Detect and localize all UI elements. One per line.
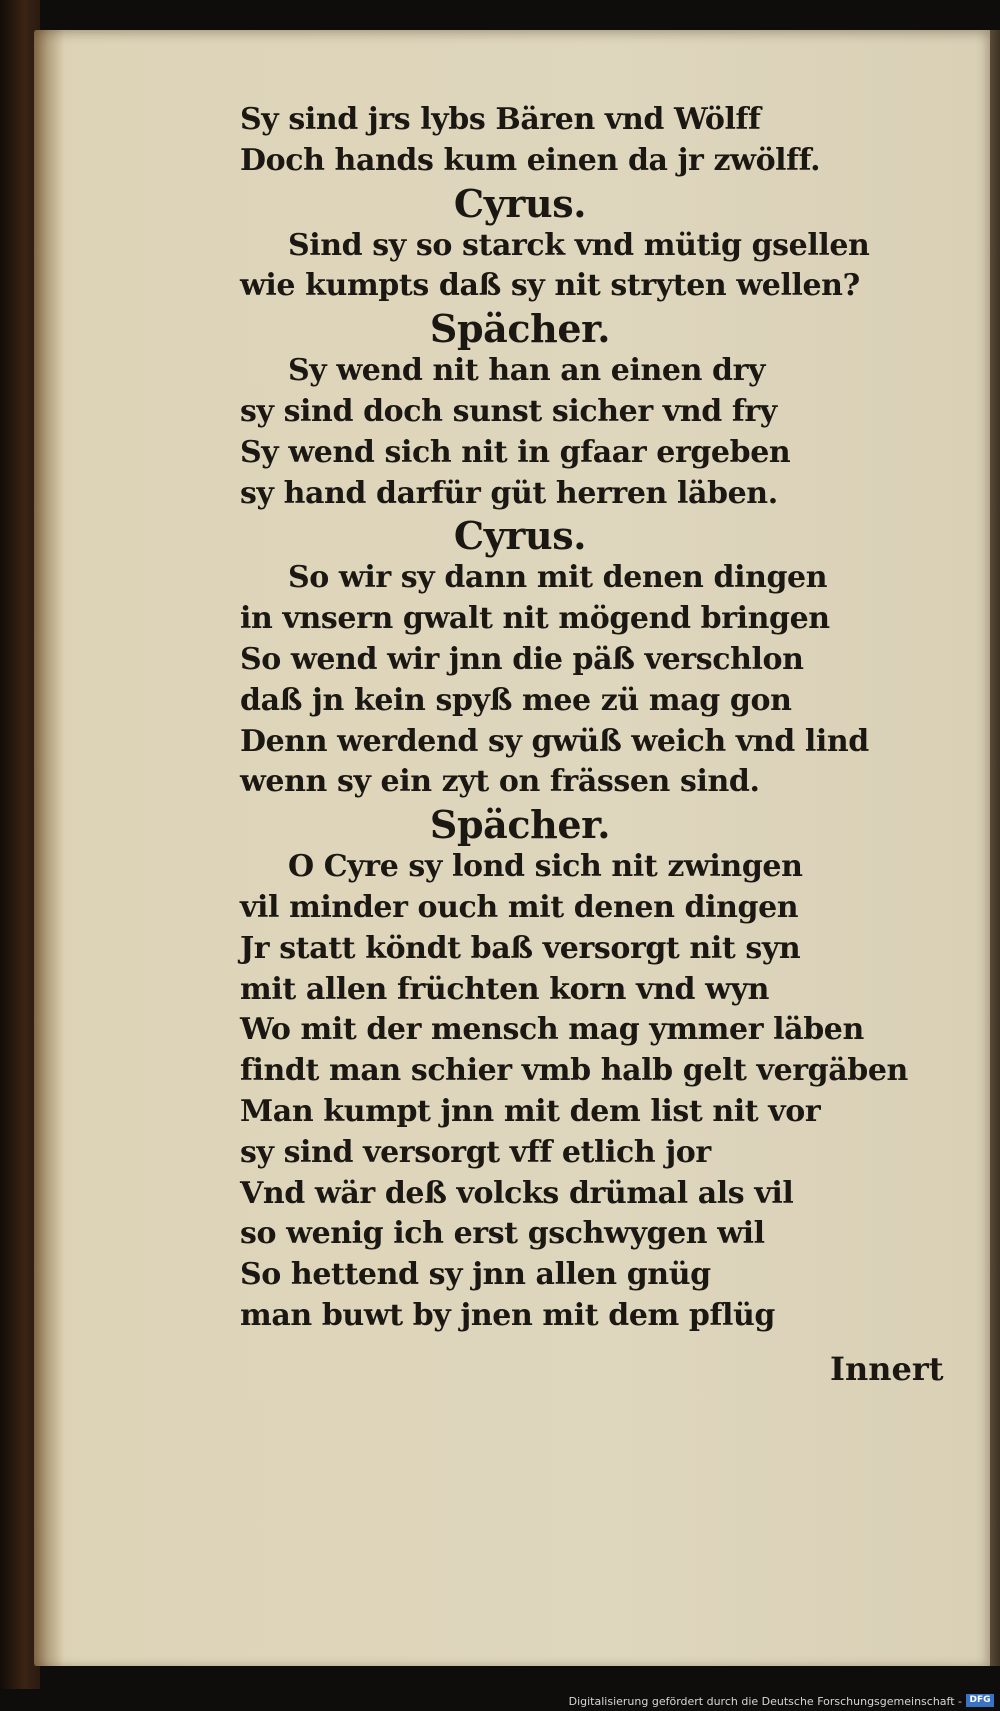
- verse-line: Vnd wär deß volcks drümal als vil: [240, 1175, 794, 1211]
- verse-line: Sy sind jrs lybs Bären vnd Wölff: [240, 102, 761, 137]
- verse-line: So wend wir jnn die päß verschlon: [240, 641, 804, 677]
- gutter-shadow: [34, 30, 64, 1666]
- verse-line: Jr statt köndt baß versorgt nit syn: [240, 930, 801, 966]
- speaker-heading: Spächer.: [429, 306, 611, 352]
- verse-line: Sy wend sich nit in gfaar ergeben: [240, 434, 791, 470]
- verse-text: [240, 100, 920, 1337]
- verse-line: Sy wend nit han an einen dry: [288, 353, 766, 389]
- verse-line: daß jn kein spyß mee zü mag gon: [240, 682, 792, 718]
- verse-line: Doch hands kum einen da jr zwölff.: [240, 142, 821, 178]
- verse-line: Wo mit der mensch mag ymmer läben: [240, 1012, 864, 1048]
- speaker-heading: Cyrus.: [453, 180, 587, 226]
- verse-line: Man kumpt jnn mit dem list nit vor: [240, 1093, 821, 1129]
- dfg-logo-icon[interactable]: DFG: [966, 1694, 994, 1707]
- verse-line: sy hand darfür güt herren läben.: [240, 475, 778, 511]
- verse-line: sy sind versorgt vff etlich jor: [240, 1134, 711, 1170]
- verse-line: So hettend sy jnn allen gnüg: [240, 1257, 711, 1293]
- verse-line: So wir sy dann mit denen dingen: [288, 560, 828, 596]
- verse-line: so wenig ich erst gschwygen wil: [240, 1216, 765, 1252]
- funding-note: Digitalisierung gefördert durch die Deutsche Forschungsgemeinschaft -: [568, 1695, 962, 1708]
- footer-bar: [0, 1689, 1000, 1711]
- verse-line: O Cyre sy lond sich nit zwingen: [288, 849, 803, 885]
- verse-line: Denn werdend sy gwüß weich vnd lind: [240, 723, 869, 759]
- page-edge: [990, 30, 1000, 1666]
- verse-line: wenn sy ein zyt on frässen sind.: [240, 764, 760, 800]
- speaker-heading: Cyrus.: [453, 513, 587, 559]
- verse-line: mit allen früchten korn vnd wyn: [240, 971, 770, 1007]
- verse-line: in vnsern gwalt nit mögend bringen: [240, 601, 830, 637]
- verse-line: wie kumpts daß sy nit stryten wellen?: [240, 268, 860, 304]
- verse-line: sy sind doch sunst sicher vnd fry: [240, 393, 777, 429]
- catchword: Innert: [830, 1350, 944, 1388]
- verse-line: man buwt by jnen mit dem pflüg: [240, 1297, 775, 1333]
- verse-line: Sind sy so starck vnd mütig gsellen: [288, 227, 870, 263]
- verse-line: findt man schier vmb halb gelt vergäben: [240, 1053, 908, 1089]
- verse-line: vil minder ouch mit denen dingen: [240, 889, 799, 925]
- speaker-heading: Spächer.: [429, 802, 611, 848]
